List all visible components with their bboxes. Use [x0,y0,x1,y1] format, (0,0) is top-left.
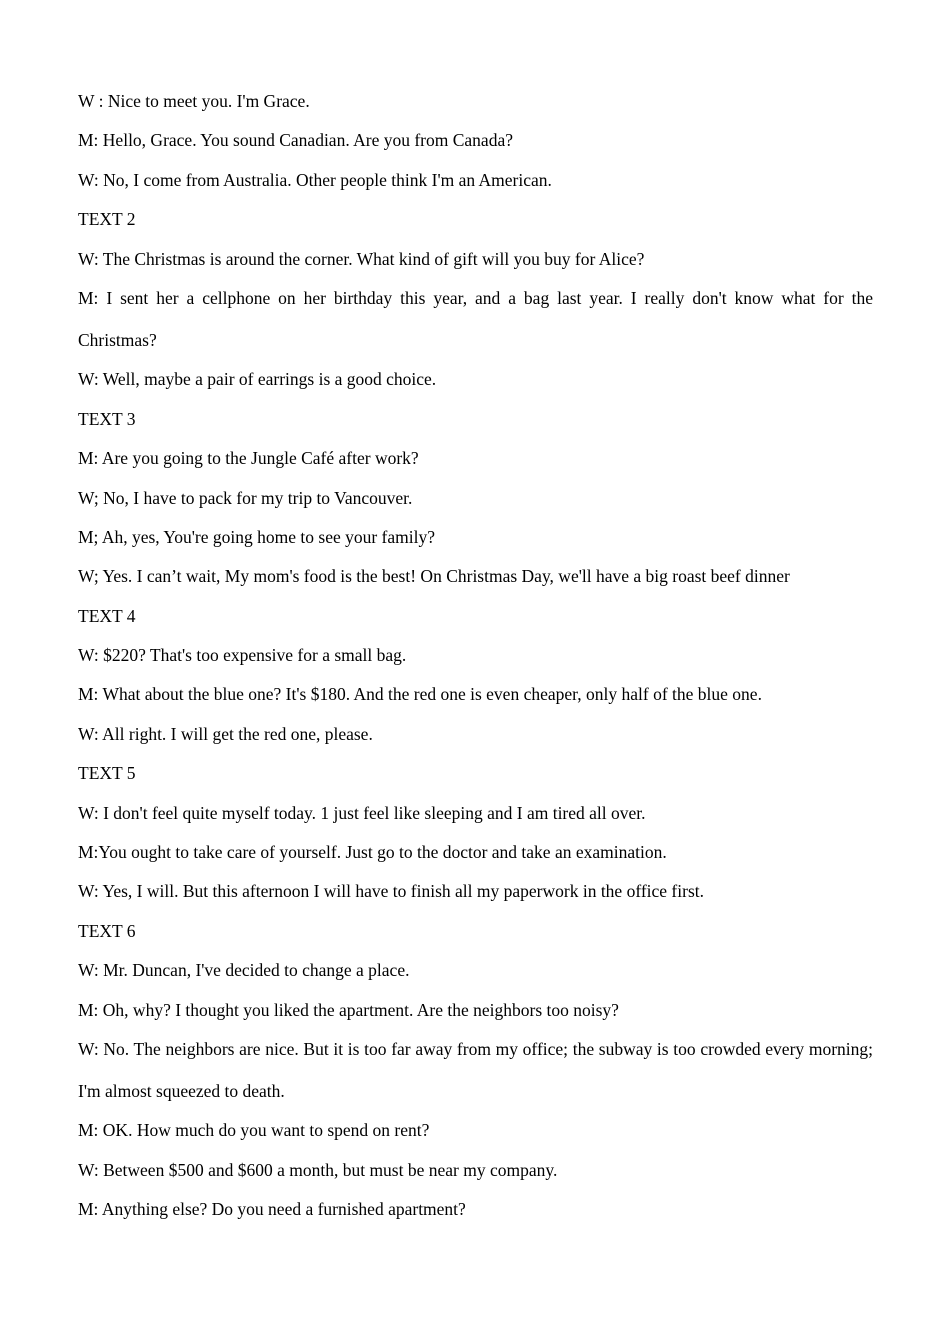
dialogue-line: M: Hello, Grace. You sound Canadian. Are you from Canada? [78,130,513,151]
dialogue-line: M: Anything else? Do you need a furnished apartment? [78,1199,466,1220]
dialogue-line: W; Yes. I can’t wait, My mom's food is the best! On Christmas Day, we'll have a big roast beef dinner [78,566,790,587]
transcript-page [78,89,873,1237]
dialogue-line: W: No, I come from Australia. Other people think I'm an American. [78,169,552,190]
section-heading: TEXT 4 [78,605,136,626]
dialogue-line: M: What about the blue one? It's $180. And the red one is even cheaper, only half of the blue one. [78,684,762,705]
dialogue-line: W: Mr. Duncan, I've decided to change a place. [78,960,410,981]
section-heading: TEXT 5 [78,763,136,784]
dialogue-line: M: Oh, why? I thought you liked the apartment. Are the neighbors too noisy? [78,999,619,1020]
dialogue-line: W: Well, maybe a pair of earrings is a good choice. [78,369,437,390]
dialogue-line: W; No, I have to pack for my trip to Vancouver. [78,487,413,508]
section-heading: TEXT 3 [78,408,136,429]
dialogue-line: W: Yes, I will. But this afternoon I will have to finish all my paperwork in the office first. [78,881,705,902]
dialogue-line: M: Are you going to the Jungle Café after work? [78,448,419,469]
dialogue-line: W: All right. I will get the red one, please. [78,723,373,744]
section-heading: TEXT 6 [78,920,136,941]
dialogue-line: W: Between $500 and $600 a month, but must be near my company. [78,1159,558,1180]
dialogue-line: M:You ought to take care of yourself. Just go to the doctor and take an examination. [78,842,667,863]
dialogue-line: M; Ah, yes, You're going home to see your family? [78,526,436,547]
dialogue-line: W: $220? That's too expensive for a small bag. [78,645,407,666]
dialogue-line: W: No. The neighbors are nice. But it is too far away from my office; the subway is too crowded every morning; I'm almost squeezed to death. [78,1038,873,1101]
dialogue-line: W: I don't feel quite myself today. 1 just feel like sleeping and I am tired all over. [78,802,646,823]
dialogue-line: M: OK. How much do you want to spend on rent? [78,1120,430,1141]
section-heading: TEXT 2 [78,209,136,230]
dialogue-line: W : Nice to meet you. I'm Grace. [78,91,310,111]
dialogue-line: W: The Christmas is around the corner. What kind of gift will you buy for Alice? [78,248,645,269]
dialogue-line: M: I sent her a cellphone on her birthday this year, and a bag last year. I really don't know what for the Christmas? [78,287,873,350]
